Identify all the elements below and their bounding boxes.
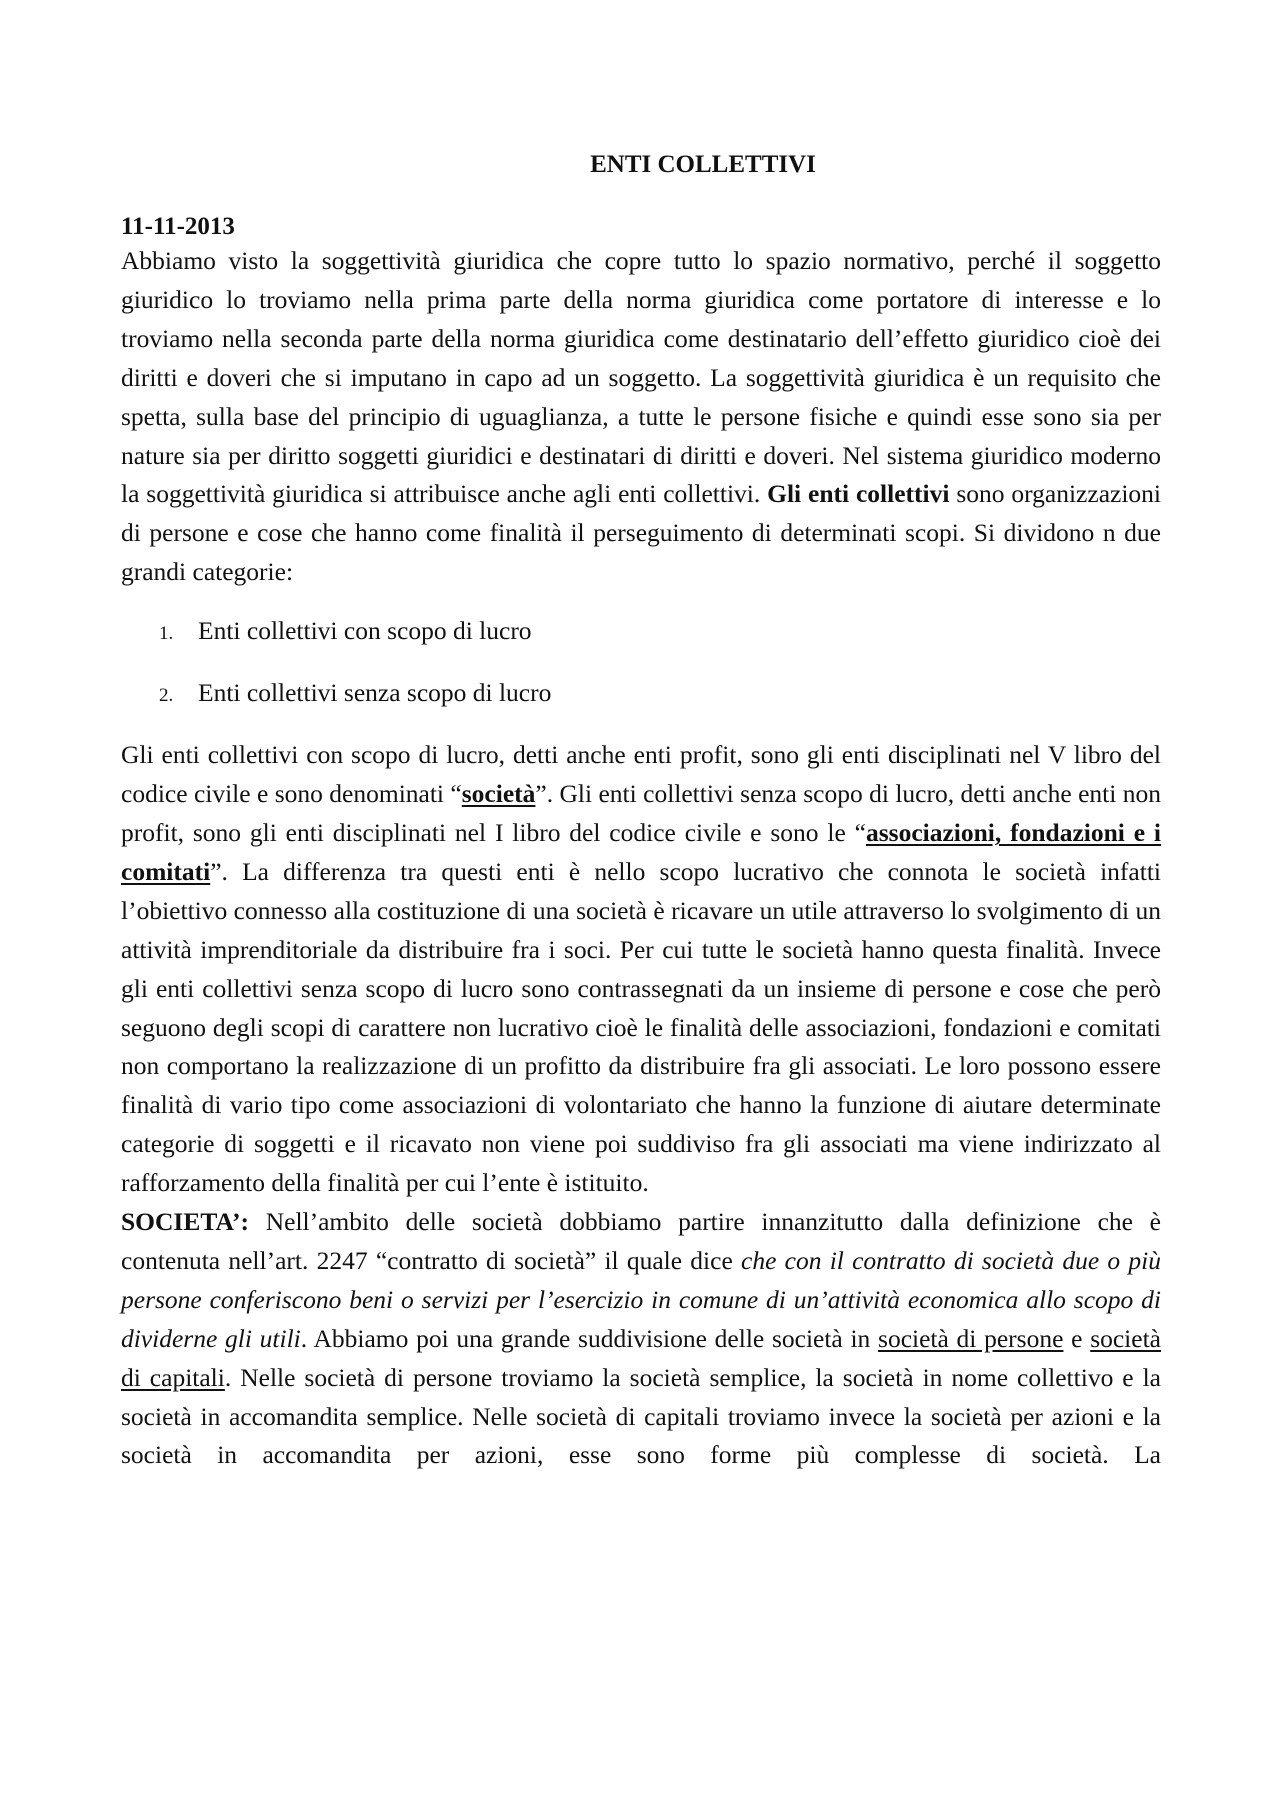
list-item-text: Enti collettivi con scopo di lucro (198, 616, 532, 646)
list-item (121, 674, 1161, 712)
paragraph-intro-text-a: Abbiamo visto la soggettività giuridica che copre tutto lo spazio normativo, perché il soggetto giuridico lo troviamo nella prima parte della norma giuridica come portatore di interesse e lo troviamo nella seconda parte della norma giuridica come destinatario dell’effetto giuridico cioè dei diritti e doveri che si imputano in capo ad un soggetto. La soggettività giuridica è un requisito che spetta, sulla base del principio di uguaglianza, a tutte le persone fisiche e quindi esse sono sia per nature sia per diritto soggetti giuridici e destinatari di diritti e doveri. Nel sistema giuridico moderno la soggettività giuridica si attribuisce anche agli enti collettivi. (121, 246, 1161, 509)
term-associazioni: associazioni, fondazioni e i comitati (121, 817, 1161, 886)
paragraph-text: e (1063, 1323, 1091, 1353)
paragraph-text: Nell’ambito delle società dobbiamo partire innanzitutto dalla definizione che è contenuta nell’art. 2247 “contratto di società” il quale dice (121, 1207, 1161, 1275)
list-item-number: 2. (159, 685, 174, 707)
paragraph-intro-text-b: sono organizzazioni di persone e cose che hanno come finalità il perseguimento di determinati scopi. Si dividono n due grandi categorie: (121, 479, 1161, 587)
article-quote: che con il contratto di società due o più persone conferiscono beni o servizi per l’esercizio in comune di un’attività economica allo scopo di dividerne gli utili (121, 1245, 1161, 1353)
term-societa-di-persone: società di persone (878, 1323, 1064, 1353)
section-heading-societa: SOCIETA’: (121, 1207, 249, 1237)
document-page (121, 150, 1161, 1475)
paragraph-text: Gli enti collettivi con scopo di lucro, detti anche enti profit, sono gli enti disciplinati nel V libro del codice civile e sono denominati “ (121, 740, 1161, 809)
paragraph-intro (121, 242, 1161, 592)
list-item-number: 1. (159, 623, 174, 645)
paragraph-intro-bold-term: Gli enti collettivi (767, 479, 950, 509)
term-societa: società (461, 779, 536, 809)
paragraph-text: ”. La differenza tra questi enti è nello scopo lucrativo che connota le società infatti l’obiettivo connesso alla costituzione di una società è ricavare un utile attraverso lo svolgimento di un attività imprenditoriale da distribuire fra i soci. Per cui tutte le società hanno questa finalità. Invece gli enti collettivi senza scopo di lucro sono contrassegnati da un insieme di persone e cose che però seguono degli scopi di carattere non lucrativo cioè le finalità delle associazioni, fondazioni e comitati non comportano la realizzazione di un profitto da distribuire fra gli associati. Le loro possono essere finalità di vario tipo come associazioni di volontariato che hanno la funzione di aiutare determinate categorie di soggetti e il ricavato non viene poi suddiviso fra gli associati ma viene indirizzato al rafforzamento della finalità per cui l’ente è istituito. (121, 856, 1161, 1198)
list-item (121, 612, 1161, 650)
paragraph-profit-nonprofit (121, 736, 1161, 1203)
document-date: 11-11-2013 (121, 213, 235, 240)
paragraph-text: . Nelle società di persone troviamo la società semplice, la società in nome collettivo e la società in accomandita semplice. Nelle società di capitali troviamo invece la società per azioni e la società in accomandita per azioni, esse sono forme più complesse di società. La (121, 1362, 1161, 1470)
paragraph-text: . Abbiamo poi una grande suddivisione delle società in (300, 1323, 879, 1353)
list-item-text: Enti collettivi senza scopo di lucro (198, 678, 552, 708)
term-societa-di-capitali: società di capitali (121, 1323, 1161, 1392)
paragraph-text: ”. Gli enti collettivi senza scopo di lucro, detti anche enti non profit, sono gli enti disciplinati nel I libro del codice civile e sono le “ (121, 779, 1161, 847)
categories-list (121, 612, 1161, 712)
document-title: ENTI COLLETTIVI (590, 151, 816, 178)
paragraph-societa (121, 1203, 1161, 1475)
